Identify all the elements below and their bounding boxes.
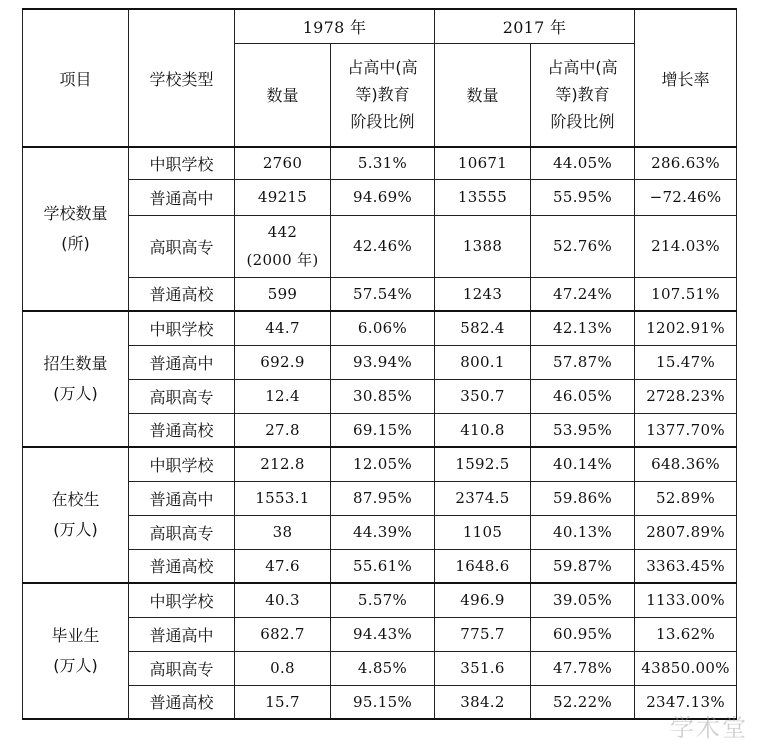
cell-school-type: 高职高专	[129, 651, 235, 685]
cell-quantity-2017: 1243	[435, 277, 531, 311]
cell-ratio-2017: 59.87%	[531, 549, 635, 583]
cell-ratio-2017: 42.13%	[531, 311, 635, 345]
table-row	[23, 685, 737, 719]
cell-ratio-2017: 55.95%	[531, 179, 635, 215]
cell-quantity-1978: 0.8	[235, 651, 331, 685]
table-row	[23, 215, 737, 277]
group-label-line: 毕业生	[51, 626, 100, 645]
cell-quantity-1978: 682.7	[235, 617, 331, 651]
table-row	[23, 379, 737, 413]
table-row	[23, 179, 737, 215]
group-label-unit: (万人)	[53, 384, 98, 403]
header-quantity-1978: 数量	[235, 43, 331, 147]
cell-quantity-1978: 1553.1	[235, 481, 331, 515]
cell-ratio-1978: 5.57%	[331, 583, 435, 617]
cell-quantity-2017: 410.8	[435, 413, 531, 447]
table-row	[23, 345, 737, 379]
cell-growth: 2347.13%	[635, 685, 737, 719]
header-ratio-1978	[331, 43, 435, 147]
table-row	[23, 617, 737, 651]
header-year-1978: 1978 年	[235, 9, 435, 43]
group-label-unit: (万人)	[53, 520, 98, 539]
cell-ratio-2017: 47.78%	[531, 651, 635, 685]
cell-ratio-2017: 52.76%	[531, 215, 635, 277]
cell-ratio-1978: 69.15%	[331, 413, 435, 447]
cell-school-type: 高职高专	[129, 515, 235, 549]
cell-ratio-2017: 47.24%	[531, 277, 635, 311]
group-label-line: 在校生	[51, 490, 100, 509]
cell-ratio-2017: 46.05%	[531, 379, 635, 413]
cell-quantity-2017: 1592.5	[435, 447, 531, 481]
table-row	[23, 147, 737, 179]
group-label-unit: (万人)	[53, 656, 98, 675]
cell-growth: 15.47%	[635, 345, 737, 379]
cell-ratio-2017: 60.95%	[531, 617, 635, 651]
cell-school-type: 普通高中	[129, 617, 235, 651]
cell-growth: 1202.91%	[635, 311, 737, 345]
table-row	[23, 549, 737, 583]
header-item: 项目	[23, 9, 129, 147]
table-row	[23, 447, 737, 481]
table-row	[23, 277, 737, 311]
header-growth: 增长率	[635, 9, 737, 147]
cell-quantity-2017: 496.9	[435, 583, 531, 617]
cell-quantity-2017: 2374.5	[435, 481, 531, 515]
group-label	[23, 311, 129, 447]
cell-ratio-1978: 94.69%	[331, 179, 435, 215]
cell-quantity-1978: 599	[235, 277, 331, 311]
cell-quantity-2017: 1105	[435, 515, 531, 549]
header-ratio-line: 等)教育	[355, 85, 410, 105]
cell-ratio-1978: 93.94%	[331, 345, 435, 379]
cell-growth: −72.46%	[635, 179, 737, 215]
cell-growth: 1133.00%	[635, 583, 737, 617]
cell-quantity-2017: 384.2	[435, 685, 531, 719]
cell-quantity-1978: 44.7	[235, 311, 331, 345]
cell-ratio-1978: 55.61%	[331, 549, 435, 583]
education-statistics-table	[22, 8, 737, 720]
group-label-unit: (所)	[61, 234, 90, 253]
cell-quantity-2017: 1388	[435, 215, 531, 277]
header-ratio-line: 占高中(高	[547, 58, 618, 78]
cell-ratio-1978: 57.54%	[331, 277, 435, 311]
cell-quantity-1978: 212.8	[235, 447, 331, 481]
cell-growth: 1377.70%	[635, 413, 737, 447]
cell-ratio-1978: 95.15%	[331, 685, 435, 719]
cell-quantity-1978: 692.9	[235, 345, 331, 379]
cell-school-type: 中职学校	[129, 583, 235, 617]
cell-ratio-1978: 5.31%	[331, 147, 435, 179]
cell-growth: 2807.89%	[635, 515, 737, 549]
cell-school-type: 高职高专	[129, 215, 235, 277]
table-row	[23, 481, 737, 515]
cell-ratio-1978: 6.06%	[331, 311, 435, 345]
cell-growth: 214.03%	[635, 215, 737, 277]
cell-quantity-1978	[235, 215, 331, 277]
quantity-value: 442	[267, 223, 298, 241]
cell-ratio-1978: 87.95%	[331, 481, 435, 515]
cell-ratio-1978: 30.85%	[331, 379, 435, 413]
cell-quantity-1978: 49215	[235, 179, 331, 215]
cell-ratio-2017: 57.87%	[531, 345, 635, 379]
group-label-line: 学校数量	[43, 204, 108, 223]
cell-quantity-2017: 1648.6	[435, 549, 531, 583]
cell-ratio-1978: 12.05%	[331, 447, 435, 481]
cell-growth: 286.63%	[635, 147, 737, 179]
cell-quantity-2017: 351.6	[435, 651, 531, 685]
group-label	[23, 447, 129, 583]
cell-quantity-1978: 27.8	[235, 413, 331, 447]
cell-ratio-2017: 40.14%	[531, 447, 635, 481]
header-row-years	[23, 9, 737, 43]
cell-school-type: 普通高中	[129, 481, 235, 515]
cell-school-type: 普通高中	[129, 345, 235, 379]
cell-ratio-2017: 52.22%	[531, 685, 635, 719]
header-ratio-2017	[531, 43, 635, 147]
cell-quantity-2017: 350.7	[435, 379, 531, 413]
cell-quantity-1978: 15.7	[235, 685, 331, 719]
cell-ratio-1978: 94.43%	[331, 617, 435, 651]
cell-quantity-2017: 775.7	[435, 617, 531, 651]
cell-growth: 107.51%	[635, 277, 737, 311]
cell-ratio-2017: 39.05%	[531, 583, 635, 617]
cell-quantity-2017: 582.4	[435, 311, 531, 345]
header-ratio-line: 占高中(高	[347, 58, 418, 78]
cell-ratio-1978: 44.39%	[331, 515, 435, 549]
cell-quantity-2017: 10671	[435, 147, 531, 179]
cell-growth: 13.62%	[635, 617, 737, 651]
cell-growth: 2728.23%	[635, 379, 737, 413]
cell-school-type: 普通高校	[129, 277, 235, 311]
cell-quantity-1978: 40.3	[235, 583, 331, 617]
table-row	[23, 583, 737, 617]
cell-school-type: 中职学校	[129, 147, 235, 179]
cell-ratio-1978: 42.46%	[331, 215, 435, 277]
group-label	[23, 583, 129, 719]
header-year-2017: 2017 年	[435, 9, 635, 43]
header-ratio-line: 等)教育	[555, 85, 610, 105]
table-container	[22, 8, 736, 720]
cell-growth: 648.36%	[635, 447, 737, 481]
cell-school-type: 中职学校	[129, 311, 235, 345]
header-quantity-2017: 数量	[435, 43, 531, 147]
table-row	[23, 651, 737, 685]
header-ratio-line: 阶段比例	[350, 112, 415, 132]
cell-quantity-2017: 13555	[435, 179, 531, 215]
header-ratio-line: 阶段比例	[550, 112, 615, 132]
cell-ratio-1978: 4.85%	[331, 651, 435, 685]
cell-quantity-1978: 38	[235, 515, 331, 549]
cell-quantity-1978: 47.6	[235, 549, 331, 583]
group-label	[23, 147, 129, 311]
table-body	[23, 147, 737, 719]
group-label-line: 招生数量	[43, 354, 108, 373]
cell-ratio-2017: 53.95%	[531, 413, 635, 447]
cell-quantity-1978: 12.4	[235, 379, 331, 413]
cell-quantity-2017: 800.1	[435, 345, 531, 379]
cell-school-type: 普通高中	[129, 179, 235, 215]
cell-school-type: 普通高校	[129, 549, 235, 583]
cell-growth: 43850.00%	[635, 651, 737, 685]
table-row	[23, 515, 737, 549]
cell-ratio-2017: 59.86%	[531, 481, 635, 515]
cell-quantity-1978: 2760	[235, 147, 331, 179]
quantity-note: (2000 年)	[246, 251, 319, 269]
cell-ratio-2017: 44.05%	[531, 147, 635, 179]
table-row	[23, 413, 737, 447]
cell-school-type: 高职高专	[129, 379, 235, 413]
cell-school-type: 普通高校	[129, 413, 235, 447]
table-row	[23, 311, 737, 345]
cell-growth: 52.89%	[635, 481, 737, 515]
cell-school-type: 中职学校	[129, 447, 235, 481]
header-school-type: 学校类型	[129, 9, 235, 147]
watermark: 学术堂	[670, 714, 748, 742]
cell-school-type: 普通高校	[129, 685, 235, 719]
cell-growth: 3363.45%	[635, 549, 737, 583]
cell-ratio-2017: 40.13%	[531, 515, 635, 549]
